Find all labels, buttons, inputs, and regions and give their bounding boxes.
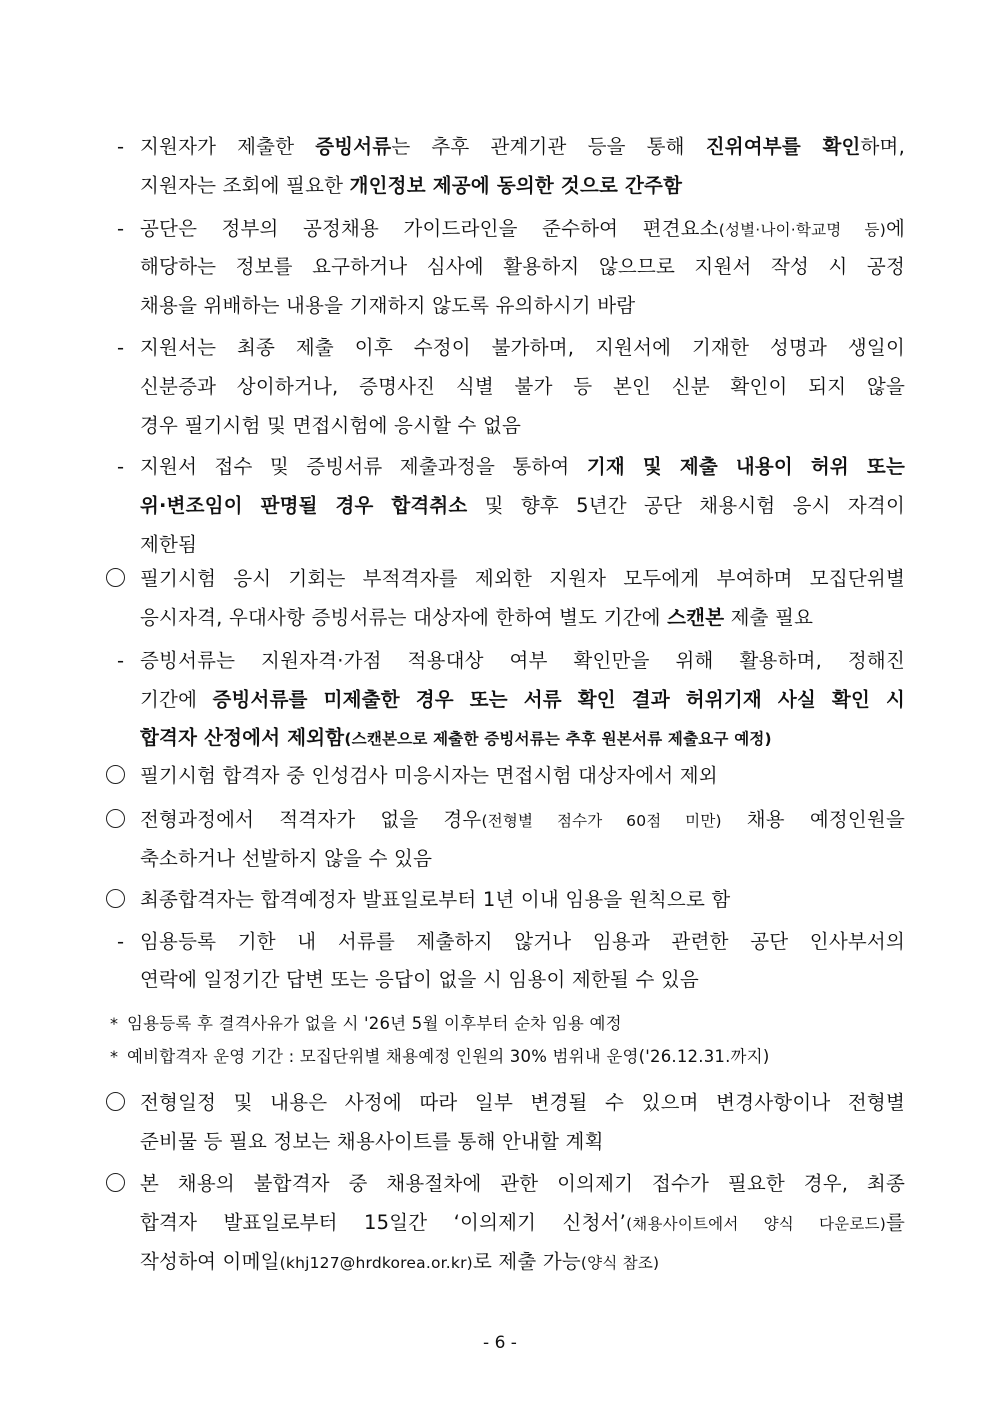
text-line <box>140 604 813 632</box>
text-line <box>140 453 905 481</box>
text-run: 로 제출 가능 <box>472 1250 581 1273</box>
text-run: (성별·나이·학교명 등) <box>718 221 886 239</box>
text-run: 는 추후 관계기관 등을 통해 <box>391 135 706 158</box>
text-run: (양식 참조) <box>580 1254 660 1272</box>
text-line <box>140 565 905 593</box>
text-run: 임용등록 후 결격사유가 없을 시 '26년 5월 이후부터 순차 임용 예정 <box>127 1014 622 1033</box>
text-line <box>140 133 905 161</box>
text-line <box>140 686 905 714</box>
bold-text: 위·변조임이 판명될 경우 합격취소 <box>140 494 468 517</box>
text-run: 전형일정 및 내용은 사정에 따라 일부 변경될 수 있으며 변경사항이나 전형별 <box>140 1091 905 1114</box>
text-run: 에 <box>885 217 905 240</box>
text-run: 예비합격자 운영 기간 : 모집단위별 채용예정 인원의 30% 범위내 운영('26.12.31.까지) <box>127 1047 770 1066</box>
text-run: 지원서 접수 및 증빙서류 제출과정을 통하여 <box>140 455 587 478</box>
text-run: 공단은 정부의 공정채용 가이드라인을 준수하여 편견요소 <box>140 217 719 240</box>
text-run: 준비물 등 필요 정보는 채용사이트를 통해 안내할 계획 <box>140 1130 604 1153</box>
circle-bullet-icon <box>106 1089 125 1117</box>
text-run: 필기시험 합격자 중 인성검사 미응시자는 면접시험 대상자에서 제외 <box>140 764 718 787</box>
text-line <box>140 1170 905 1198</box>
text-run: 임용등록 기한 내 서류를 제출하지 않거나 임용과 관련한 공단 인사부서의 <box>140 930 905 953</box>
text-line <box>140 1089 905 1117</box>
text-line <box>140 762 718 790</box>
page-number: - 6 - <box>483 1333 517 1353</box>
text-run: 채용 예정인원을 <box>721 808 906 831</box>
dash-bullet-icon: - <box>117 135 125 158</box>
text-run: (khj127@hrdkorea.or.kr) <box>279 1254 473 1272</box>
dash-bullet-icon: - <box>117 217 125 240</box>
text-line <box>140 334 905 362</box>
bold-text: 개인정보 제공에 동의한 것으로 간주함 <box>349 174 683 197</box>
text-line <box>127 1010 622 1038</box>
bold-text: 기재 및 제출 내용이 허위 또는 <box>586 455 905 478</box>
text-line <box>140 253 905 281</box>
text-line <box>140 492 905 520</box>
text-run: 제출 필요 <box>724 606 814 629</box>
text-run: 하며, <box>860 135 905 158</box>
text-run: 경우 필기시험 및 면접시험에 응시할 수 없음 <box>140 414 522 437</box>
text-line <box>140 928 905 956</box>
text-run: 지원자가 제출한 <box>140 135 316 158</box>
text-line <box>140 215 905 244</box>
text-run: 최종합격자는 합격예정자 발표일로부터 1년 이내 임용을 원칙으로 함 <box>140 888 731 911</box>
text-run: 신분증과 상이하거나, 증명사진 식별 불가 등 본인 신분 확인이 되지 않을 <box>140 375 905 398</box>
dash-bullet-icon: - <box>117 649 125 672</box>
text-run: 연락에 일정기간 답변 또는 응답이 없을 시 임용이 제한될 수 있음 <box>140 968 699 991</box>
asterisk-bullet-icon: * <box>110 1014 118 1033</box>
text-run: 기간에 <box>140 688 213 711</box>
text-run: 제한됨 <box>140 533 198 556</box>
text-line <box>140 966 699 994</box>
text-line <box>140 292 635 320</box>
text-run: (전형별 점수가 60점 미만) <box>481 812 722 830</box>
text-line <box>140 845 432 873</box>
bold-text: 증빙서류 <box>315 135 392 158</box>
text-line <box>140 172 682 200</box>
bold-text: 진위여부를 확인 <box>705 135 861 158</box>
text-run: 채용을 위배하는 내용을 기재하지 않도록 유의하시기 바람 <box>140 294 636 317</box>
asterisk-bullet-icon: * <box>110 1047 118 1066</box>
text-run: 필기시험 응시 기회는 부적격자를 제외한 지원자 모두에게 부여하며 모집단위별 <box>140 567 905 590</box>
circle-bullet-icon <box>106 762 125 790</box>
text-line <box>140 373 905 401</box>
text-line <box>140 647 905 675</box>
bold-text: 합격자 산정에서 제외함 <box>140 726 345 749</box>
text-run: 응시자격, 우대사항 증빙서류는 대상자에 한하여 별도 기간에 <box>140 606 668 629</box>
text-run: 증빙서류는 지원자격·가점 적용대상 여부 확인만을 위해 활용하며, 정해진 <box>140 649 905 672</box>
text-run: 축소하거나 선발하지 않을 수 있음 <box>140 847 433 870</box>
text-run: 지원자는 조회에 필요한 <box>140 174 350 197</box>
dash-bullet-icon: - <box>117 930 125 953</box>
text-run: 본 채용의 불합격자 중 채용절차에 관한 이의제기 접수가 필요한 경우, 최종 <box>140 1172 905 1195</box>
text-line <box>127 1043 769 1071</box>
text-line <box>140 724 772 753</box>
text-line <box>140 886 730 914</box>
text-run: 합격자 발표일로부터 15일간 ‘이의제기 신청서’ <box>140 1211 627 1234</box>
text-run: 를 <box>885 1211 905 1234</box>
circle-bullet-icon <box>106 806 125 834</box>
text-run: 및 향후 5년간 공단 채용시험 응시 자격이 <box>467 494 905 517</box>
circle-bullet-icon <box>106 565 125 593</box>
circle-bullet-icon <box>106 1170 125 1198</box>
bold-text: 증빙서류를 미제출한 경우 또는 서류 확인 결과 허위기재 사실 확인 시 <box>212 688 905 711</box>
text-run: 해당하는 정보를 요구하거나 심사에 활용하지 않으므로 지원서 작성 시 공정 <box>140 255 905 278</box>
text-line <box>140 1128 604 1156</box>
bold-text: (스캔본으로 제출한 증빙서류는 추후 원본서류 제출요구 예정) <box>344 730 772 748</box>
bold-text: 스캔본 <box>667 606 725 629</box>
text-run: 작성하여 이메일 <box>140 1250 280 1273</box>
text-line <box>140 1209 905 1238</box>
dash-bullet-icon: - <box>117 336 125 359</box>
text-run: (채용사이트에서 양식 다운로드) <box>626 1215 886 1233</box>
dash-bullet-icon: - <box>117 455 125 478</box>
text-line <box>140 1248 659 1277</box>
text-line <box>140 412 521 440</box>
text-line <box>140 531 197 559</box>
circle-bullet-icon <box>106 886 125 914</box>
text-line <box>140 806 905 835</box>
text-run: 전형과정에서 적격자가 없을 경우 <box>140 808 482 831</box>
text-run: 지원서는 최종 제출 이후 수정이 불가하며, 지원서에 기재한 성명과 생일이 <box>140 336 905 359</box>
